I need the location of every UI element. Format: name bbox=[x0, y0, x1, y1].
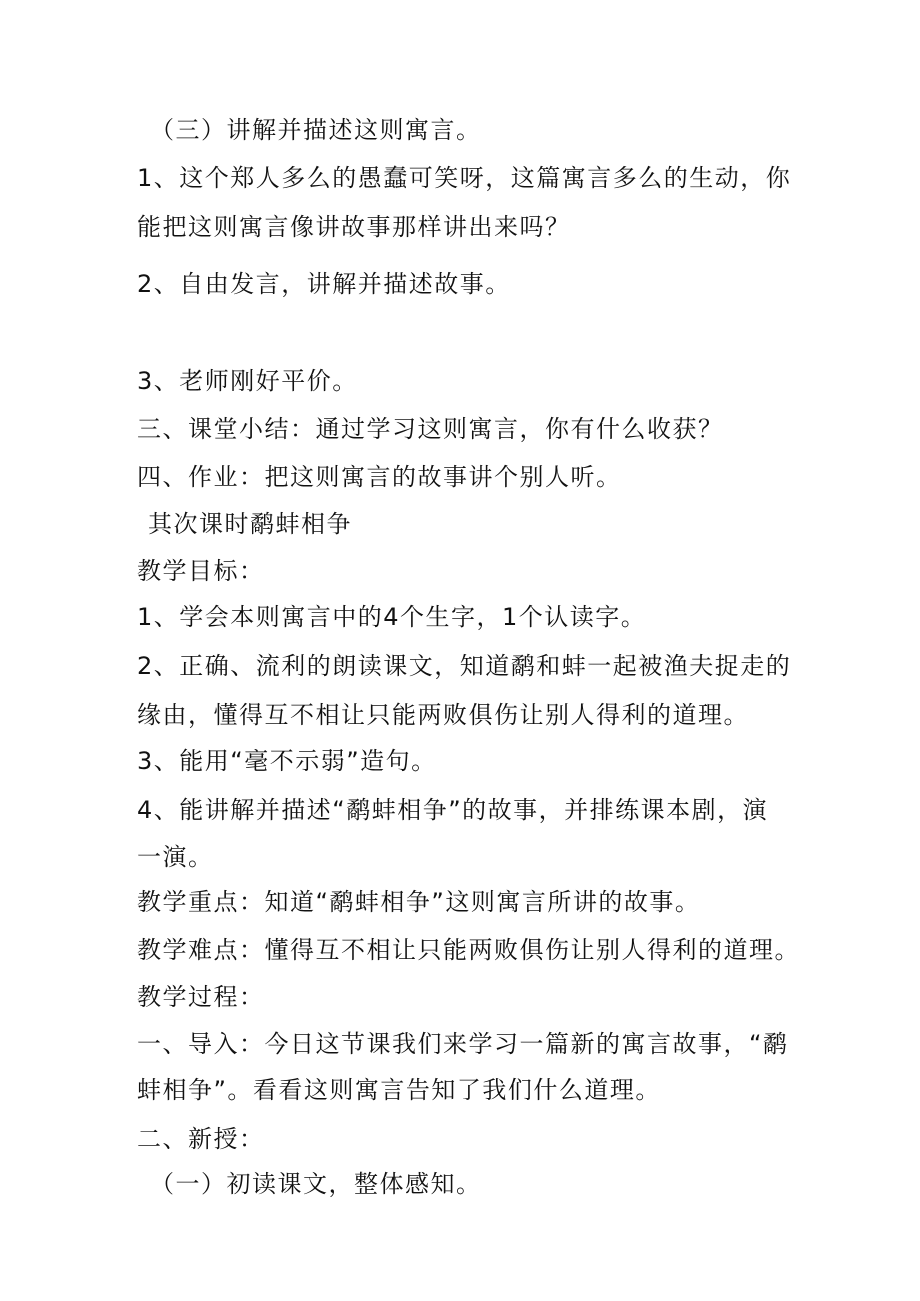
section-heading-1: （一）初读课文，整体感知。 bbox=[150, 1170, 482, 1198]
paragraph-line: 能把这则寓言像讲故事那样讲出来吗？ bbox=[137, 213, 571, 241]
paragraph-line: 3、能用“毫不示弱”造句。 bbox=[137, 747, 437, 775]
section-heading: 三、课堂小结：通过学习这则寓言，你有什么收获？ bbox=[137, 415, 724, 443]
paragraph-line: 一演。 bbox=[137, 843, 214, 871]
paragraph-line: 一、导入：今日这节课我们来学习一篇新的寓言故事，“鹬 bbox=[137, 1030, 789, 1058]
paragraph-line: 4、能讲解并描述“鹬蚌相争”的故事，并排练课本剧，演 bbox=[137, 796, 769, 824]
section-heading-3: （三）讲解并描述这则寓言。 bbox=[150, 116, 482, 144]
paragraph-line: 3、老师刚好平价。 bbox=[137, 367, 358, 395]
section-heading: 四、作业：把这则寓言的故事讲个别人听。 bbox=[137, 463, 622, 491]
paragraph-line: 2、正确、流利的朗读课文，知道鹬和蚌一起被渔夫捉走的 bbox=[137, 652, 792, 680]
paragraph-line: 2、自由发言，讲解并描述故事。 bbox=[137, 270, 511, 298]
paragraph-line: 1、这个郑人多么的愚蠢可笑呀，这篇寓言多么的生动，你 bbox=[137, 164, 792, 192]
paragraph-line: 教学重点：知道“鹬蚌相争”这则寓言所讲的故事。 bbox=[137, 888, 701, 916]
paragraph-line: 蚌相争”。看看这则寓言告知了我们什么道理。 bbox=[137, 1076, 661, 1104]
paragraph-line: 教学难点：懂得互不相让只能两败俱伤让别人得利的道理。 bbox=[137, 936, 800, 964]
section-heading: 二、新授： bbox=[137, 1125, 265, 1153]
section-heading: 教学目标： bbox=[137, 557, 265, 585]
paragraph-line: 缘由，懂得互不相让只能两败俱伤让别人得利的道理。 bbox=[137, 701, 749, 729]
section-heading: 教学过程： bbox=[137, 983, 265, 1011]
paragraph-line: 1、学会本则寓言中的4个生字，1个认读字。 bbox=[137, 603, 647, 631]
lesson-title: 其次课时鹬蚌相争 bbox=[148, 510, 352, 538]
